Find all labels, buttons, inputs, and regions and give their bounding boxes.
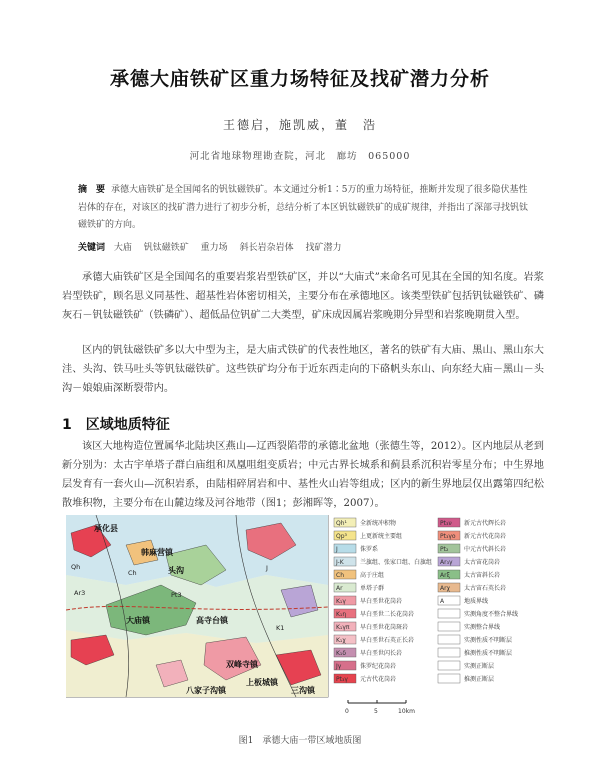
keyword: 大庙 (113, 243, 132, 253)
legend-item (438, 674, 494, 683)
legend-label: 太古宙石英长岩 (464, 585, 507, 592)
paper-title: 承德大庙铁矿区重力场特征及找矿潜力分析 (109, 68, 490, 90)
legend-swatch (438, 661, 460, 670)
body-paragraph: 该区大地构造位置属华北陆块区燕山—辽西裂陷带的承德北盆地（张德生等，2012）。区内地层从老到新分别为：太古宇单塔子群白庙组和凤凰咀组变质岩；中元古界长城系和蓟县系沉积岩零星分布；中生界地层发育有一套火山—沉积岩系，由陆相碎屑岩和中、基性火山岩等组成；区内的新生界地层仅出露第四纪松散堆积物，主要分布在山麓边缘及河谷地带（图1；彭湘晖等，2007）。 (62, 441, 544, 509)
legend-code: K₁δ (336, 650, 347, 657)
legend-code: J-K (336, 559, 344, 566)
figure-caption: 图1 承德大庙一带区域地质图 (238, 736, 362, 746)
legend-label: 中元古代斜长岩 (464, 546, 507, 553)
legend-label: 实测角度不整合界线 (464, 611, 519, 618)
section-title: 区域地质特征 (85, 417, 170, 433)
keyword: 找矿潜力 (305, 243, 342, 253)
legend-item (334, 661, 396, 670)
legend-item (438, 518, 506, 527)
legend-label: 实测整合界线 (464, 624, 501, 631)
legend-item (438, 557, 500, 566)
legend-item (334, 518, 396, 527)
abstract-text: 承德大庙铁矿是全国闻名的钒钛磁铁矿。本文通过分析1∶5万的重力场特征，推断并发现了很多隐伏基性岩体的存在，对该区的找矿潜力进行了初步分析，总结分析了本区钒钛磁铁矿的成矿规律，并指出了深部寻找钒钛磁铁矿的方向。 (78, 185, 529, 230)
legend-label: 全新统冲积物 (360, 520, 397, 527)
affiliation: 河北省地球物理勘查院，河北 廊坊 065000 (189, 151, 411, 162)
legend-code: Ar₃γ (440, 559, 453, 566)
scale-label: 10km (398, 708, 415, 715)
legend-item (438, 583, 506, 592)
scale-label: 0 (345, 708, 349, 715)
legend-code: Qh¹ (336, 520, 347, 527)
authors: 王德启，施凯威，董 浩 (222, 118, 377, 132)
legend-code: Pt₂ (440, 546, 449, 553)
place-label: 上板城镇 (246, 678, 278, 687)
legend-swatch (438, 648, 460, 657)
legend-code: K₁γ (336, 598, 346, 605)
place-label: 三沟镇 (291, 686, 315, 695)
legend-swatch (438, 622, 460, 631)
legend-label: 实测性质不明断层 (464, 637, 513, 644)
legend-code: Pt₃γο (440, 533, 456, 540)
keywords (78, 240, 536, 253)
place-label: 八家子沟镇 (186, 686, 226, 695)
keyword: 重力场 (200, 243, 228, 253)
unit-symbol: Qh (71, 563, 81, 571)
abstract (78, 182, 536, 235)
legend-code: Arξ (440, 572, 450, 579)
legend-item (334, 622, 408, 631)
legend-item (334, 544, 378, 553)
unit-symbol: K1 (276, 624, 285, 632)
legend-label: 早白垩世二长花岗岩 (360, 611, 415, 618)
legend-label: 推测正断层 (464, 676, 495, 683)
legend-item (438, 544, 506, 553)
legend-label: 推测性质不明断层 (464, 650, 513, 657)
legend-item (438, 609, 518, 618)
scale-bar (345, 700, 415, 715)
legend-label: 早白垩世花岗岩 (360, 598, 403, 605)
legend-item (334, 557, 432, 566)
legend-label: 太古宙花岗岩 (464, 559, 501, 566)
legend-swatch (438, 635, 460, 644)
keywords-label: 关键词 (78, 243, 106, 253)
unit-symbol: Pt3 (171, 591, 182, 599)
keyword: 斜长岩杂岩体 (239, 243, 294, 253)
legend-label: 高于庄组 (360, 572, 385, 579)
legend-item (438, 635, 512, 644)
legend-label: 新元古代花岗岩 (464, 533, 507, 540)
legend-label: 兰旗组、张家口组、白旗组 (360, 559, 433, 566)
place-label: 承化县 (94, 524, 118, 533)
legend-item (334, 583, 384, 592)
section-heading (62, 414, 170, 434)
unit-symbol: Ar3 (74, 589, 86, 597)
legend-swatch (438, 609, 460, 618)
legend-item (438, 622, 500, 631)
legend-item (334, 635, 414, 644)
legend-item (334, 648, 402, 657)
place-label: 头沟 (168, 566, 184, 575)
legend-label: 侏罗系 (360, 546, 379, 553)
legend-item (334, 674, 396, 683)
legend-label: 早白垩世花岗斑岩 (360, 624, 409, 631)
geologic-map-figure (66, 515, 536, 720)
legend-label: 新元古代辉长岩 (464, 520, 507, 527)
legend-label: 元古代花岗岩 (360, 676, 397, 683)
unit-symbol: Ch (128, 569, 137, 577)
legend-item (334, 596, 402, 605)
legend-label: 单塔子群 (360, 585, 385, 592)
unit-symbol: J (266, 564, 268, 572)
legend-code: Pt₃ν (440, 520, 452, 527)
legend-item (438, 648, 512, 657)
map-legend (334, 518, 518, 683)
legend-item (438, 661, 494, 670)
legend-code: Arχ (440, 585, 451, 592)
legend-code: K₁χ (336, 637, 346, 644)
legend-code: Ar (336, 585, 343, 592)
legend-code: Jγ (336, 663, 342, 670)
legend-code: Ch (336, 572, 344, 579)
legend-label: 侏罗纪花岗岩 (360, 663, 397, 670)
legend-item (334, 531, 402, 540)
legend-code: A (440, 598, 445, 605)
legend-code: J (336, 546, 338, 553)
legend-label: 早白垩世闪长岩 (360, 650, 403, 657)
abstract-label: 摘 要 (78, 185, 106, 195)
legend-item (438, 596, 488, 605)
geologic-map (66, 515, 536, 720)
legend-label: 太古宙斜长岩 (464, 572, 501, 579)
place-label: 高寺台镇 (196, 616, 228, 625)
legend-item (438, 531, 506, 540)
legend-item (438, 570, 500, 579)
keyword: 钒钛磁铁矿 (143, 243, 189, 253)
body-paragraph: 承德大庙铁矿区是全国闻名的重要岩浆岩型铁矿区，并以“大庙式”来命名可见其在全国的知名度。岩浆岩型铁矿，顾名思义同基性、超基性岩体密切相关，主要分布在承德地区。该类型铁矿包括钒钛磁铁矿、磷灰石－钒钛磁铁矿（铁磷矿）、超低品位钒矿二大类型，矿床成因属岩浆晚期分异型和岩浆晚期贯入型。 (62, 272, 544, 321)
legend-item (334, 609, 414, 618)
legend-swatch (438, 674, 460, 683)
place-label: 韩麻营镇 (141, 548, 173, 557)
scale-label: 5 (374, 708, 378, 715)
legend-label: 实测正断层 (464, 663, 495, 670)
legend-code: K₁γπ (336, 624, 350, 631)
legend-code: Qp³ (336, 533, 347, 540)
section-number: 1 (62, 417, 72, 433)
place-label: 大庙镇 (126, 616, 150, 625)
legend-code: K₁η (336, 611, 347, 618)
legend-code: Pt₃γ (336, 676, 348, 683)
place-label: 双峰寺镇 (226, 660, 258, 669)
legend-label: 早白垩世石英正长岩 (360, 637, 415, 644)
legend-label: 地质界线 (464, 598, 489, 605)
legend-label: 上更新统主要组 (360, 533, 403, 540)
legend-item (334, 570, 384, 579)
body-paragraph: 区内的钒钛磁铁矿多以大中型为主，是大庙式铁矿的代表性地区，著名的铁矿有大庙、黑山、黑山东大洼、头沟、铁马吐头等钒钛磁铁矿。这些铁矿均分布于近东西走向的下硌帆头东山、向东经大庙－黑山－头沟－娘娘庙深断裂带内。 (62, 345, 544, 394)
